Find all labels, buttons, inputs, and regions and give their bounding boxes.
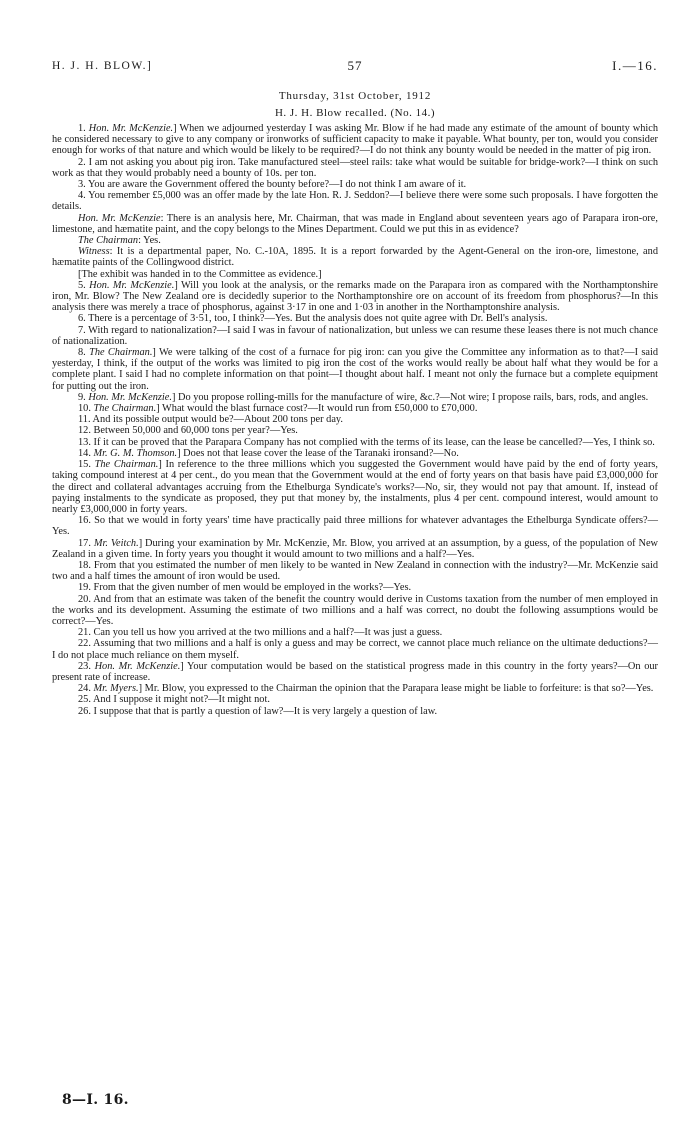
- speaker-name: The Chairman: [78, 235, 139, 247]
- evidence-paragraph: [52, 313, 658, 324]
- paragraph-text: 21. Can you tell us how you arrived at the two millions and a half?—It was just a guess.: [78, 627, 443, 639]
- signature-mark: 8—I. 16.: [62, 1092, 129, 1108]
- evidence-paragraph: [52, 157, 658, 179]
- evidence-paragraph: [52, 448, 658, 459]
- evidence-paragraph: [52, 414, 658, 425]
- paragraph-text: : It is a departmental paper, No. C.-10A, 1895. It is a report forwarded by the Agent-General on the iron-ore, limestone, and hæmatite paints of the Collingwood district.: [52, 246, 658, 269]
- question-number: 15.: [78, 459, 95, 471]
- paragraph-text: ] Mr. Blow, you expressed to the Chairman the opinion that the Parapara lease might be liable to forfeiture: is that so?—Yes.: [138, 683, 654, 695]
- header-witness-name: H. J. H. BLOW.]: [52, 60, 153, 72]
- evidence-paragraph: [52, 269, 658, 280]
- witness-heading: H. J. H. Blow recalled. (No. 14.): [274, 107, 436, 119]
- paper-reference: I.—16.: [612, 58, 658, 73]
- running-header: [52, 60, 658, 80]
- speaker-name: The Chairman.: [89, 347, 153, 359]
- evidence-paragraph: [52, 627, 658, 638]
- sitting-date: Thursday, 31st October, 1912: [278, 90, 432, 102]
- speaker-name: Witness: [78, 246, 110, 258]
- speaker-name: Hon. Mr. McKenzie: [78, 212, 161, 224]
- evidence-paragraph: [52, 179, 658, 190]
- question-number: 5.: [78, 279, 90, 291]
- question-number: 23.: [78, 660, 95, 672]
- question-number: 14.: [78, 447, 94, 459]
- paragraph-text: ] We were talking of the cost of a furnace for pig iron: can you give the Committee any information as to that?—I said yesterday, I think, if the output of the works was limited to pig iron the cost of the works would really be about half what they would be for a complete plant. I said I had no complete information on that point—I thought about half. I meant not only the furnace but a complete equipment for putting out the iron.: [52, 347, 659, 392]
- paragraph-text: 22. Assuming that two millions and a half is only a guess and may be correct, we cannot place much reliance on the ultimate deductions?—I do not place much reliance on them myself.: [52, 638, 658, 661]
- evidence-paragraph: [52, 235, 658, 246]
- paragraph-text: 11. And its possible output would be?—About 200 tons per day.: [78, 414, 343, 426]
- evidence-paragraph: [52, 347, 658, 392]
- evidence-body: [52, 123, 658, 717]
- speaker-name: Mr. G. M. Thomson.: [93, 447, 178, 459]
- question-number: 8.: [78, 347, 90, 359]
- paragraph-text: 20. And from that an estimate was taken of the benefit the country would derive in Customs taxation from the number of men employed in the works and its development. Assuming the estimate of two millions and a half was correct, no doubt the following assumptions would be correct?—Yes.: [52, 593, 658, 627]
- paragraph-text: ] Your computation would be based on the statistical progress made in this country in the forty years?—On our present rate of increase.: [52, 660, 658, 683]
- evidence-paragraph: [52, 515, 658, 537]
- evidence-paragraph: [52, 694, 658, 705]
- paragraph-text: ] During your examination by Mr. McKenzie, Mr. Blow, you arrived at an assumption, by a guess, of the population of New Zealand in a given time. In forty years you thought it would amount to two millions and a half?—Yes.: [52, 537, 659, 560]
- evidence-paragraph: [52, 683, 658, 694]
- paragraph-text: 2. I am not asking you about pig iron. Take manufactured steel—steel rails: take what would be suitable for bridge-work?—I think on such work as that they would probably need a bounty of 10s. per ton.: [52, 156, 658, 179]
- evidence-paragraph: [52, 594, 658, 628]
- paragraph-text: 13. If it can be proved that the Parapara Company has not complied with the terms of its lease, can the lease be cancelled?—Yes, I think so.: [78, 436, 655, 448]
- evidence-paragraph: [52, 560, 658, 582]
- paragraph-text: 12. Between 50,000 and 60,000 tons per year?—Yes.: [78, 425, 298, 437]
- evidence-paragraph: [52, 403, 658, 414]
- speaker-name: The Chairman.: [93, 403, 157, 415]
- question-number: 17.: [78, 537, 94, 549]
- evidence-paragraph: [52, 661, 658, 683]
- speaker-name: Mr. Myers.: [93, 683, 139, 695]
- speaker-name: Hon. Mr. McKenzie.: [94, 660, 181, 672]
- evidence-paragraph: [52, 437, 658, 448]
- paragraph-text: ] Do you propose rolling-mills for the manufacture of wire, &c.?—Not wire; I propose rails, bars, rods, and angles.: [171, 391, 649, 403]
- paragraph-text: [The exhibit was handed in to the Committee as evidence.]: [78, 268, 322, 280]
- paragraph-text: : There is an analysis here, Mr. Chairman, that was made in England about seventeen years ago of Parapara iron-ore, limestone, and hæmatite paint, and the copy belongs to the Mines Department. Could we put this in as evidence?: [52, 212, 658, 235]
- evidence-paragraph: [52, 246, 658, 268]
- evidence-paragraph: [52, 706, 658, 717]
- evidence-paragraph: [52, 123, 658, 157]
- paragraph-text: ] What would the blast furnace cost?—It would run from £50,000 to £70,000.: [156, 403, 478, 415]
- paragraph-text: 25. And I suppose it might not?—It might not.: [78, 694, 270, 706]
- page: [52, 60, 658, 717]
- speaker-name: Hon. Mr. McKenzie.: [89, 279, 175, 291]
- evidence-paragraph: [52, 582, 658, 593]
- paragraph-text: 16. So that we would in forty years' time have practically paid three millions for whatever advantages the Ethelburga Syndicate offers?—Yes.: [52, 515, 658, 538]
- paragraph-text: ] Will you look at the analysis, or the remarks made on the Parapara iron as compared with the Northamptonshire iron, Mr. Blow? The New Zealand ore is decidedly superior to the Northamptonshire ore on account of its freedom from phosphorus?—In this analysis there was merely a trace of phosphorus, against 3·17 in one and 1·03 in another in the Northamptonshire analysis.: [52, 279, 658, 314]
- speaker-name: Hon. Mr. McKenzie.: [88, 391, 172, 403]
- evidence-paragraph: [52, 325, 658, 347]
- paragraph-text: 4. You remember £5,000 was an offer made by the late Hon. R. J. Seddon?—I believe there were some such proposals. I have forgotten the details.: [52, 190, 658, 213]
- speaker-name: The Chairman.: [94, 459, 159, 471]
- question-number: 10.: [78, 403, 94, 415]
- question-number: 9.: [78, 391, 89, 403]
- paragraph-text: ] In reference to the three millions which you suggested the Government would have paid by the end of forty years, taking compound interest at 4 per cent., do you mean that the Government would at the end of forty years on that basis have paid £3,000,000 for the direct and collateral advantages accruing from the Ethelburga Syndicate's works?—No, sir, they would not pay that amount. If, instead of paying instalments to the syndicate as proposed, they put that money by, the instalments, plus 4 per cent. compound interest, would amount to nearly £3,000,000 in forty years.: [52, 459, 658, 515]
- paragraph-text: 6. There is a percentage of 3·51, too, I think?—Yes. But the analysis does not quite agree with Dr. Bell's analysis.: [78, 313, 548, 325]
- evidence-paragraph: [52, 638, 658, 660]
- speaker-name: Hon. Mr. McKenzie.: [88, 123, 174, 134]
- paragraph-text: 26. I suppose that that is partly a question of law?—It is very largely a question of law.: [78, 705, 438, 717]
- paragraph-text: 7. With regard to nationalization?—I said I was in favour of nationalization, but unless we can resume these leases there is not much chance of nationalization.: [52, 324, 658, 347]
- evidence-paragraph: [52, 190, 658, 212]
- question-number: 24.: [78, 683, 94, 695]
- evidence-paragraph: [52, 280, 658, 314]
- evidence-paragraph: [52, 538, 658, 560]
- paragraph-text: ] When we adjourned yesterday I was asking Mr. Blow if he had made any estimate of the amount of bounty which he considered necessary to give to any company or ironworks of sufficient capacity to make it payable. What bounty, per ton, would you consider enough for works of that nature and which would be likely to be required?—I do not think any bounty would be needed in the matter of pig iron.: [52, 123, 659, 157]
- evidence-paragraph: [52, 213, 658, 235]
- evidence-paragraph: [52, 459, 658, 515]
- page-number: 57: [347, 58, 363, 73]
- question-number: 1.: [78, 123, 89, 134]
- paragraph-text: : Yes.: [138, 235, 161, 247]
- evidence-paragraph: [52, 392, 658, 403]
- paragraph-text: ] Does not that lease cover the lease of the Taranaki ironsand?—No.: [177, 447, 459, 459]
- speaker-name: Mr. Veitch.: [93, 537, 139, 549]
- paragraph-text: 19. From that the given number of men would be employed in the works?—Yes.: [78, 582, 412, 594]
- paragraph-text: 3. You are aware the Government offered the bounty before?—I do not think I am aware of it.: [78, 179, 467, 191]
- paragraph-text: 18. From that you estimated the number of men likely to be wanted in New Zealand in connection with the industry?—Mr. McKenzie said two and a half times the amount of iron would be used.: [52, 559, 658, 583]
- evidence-paragraph: [52, 425, 658, 436]
